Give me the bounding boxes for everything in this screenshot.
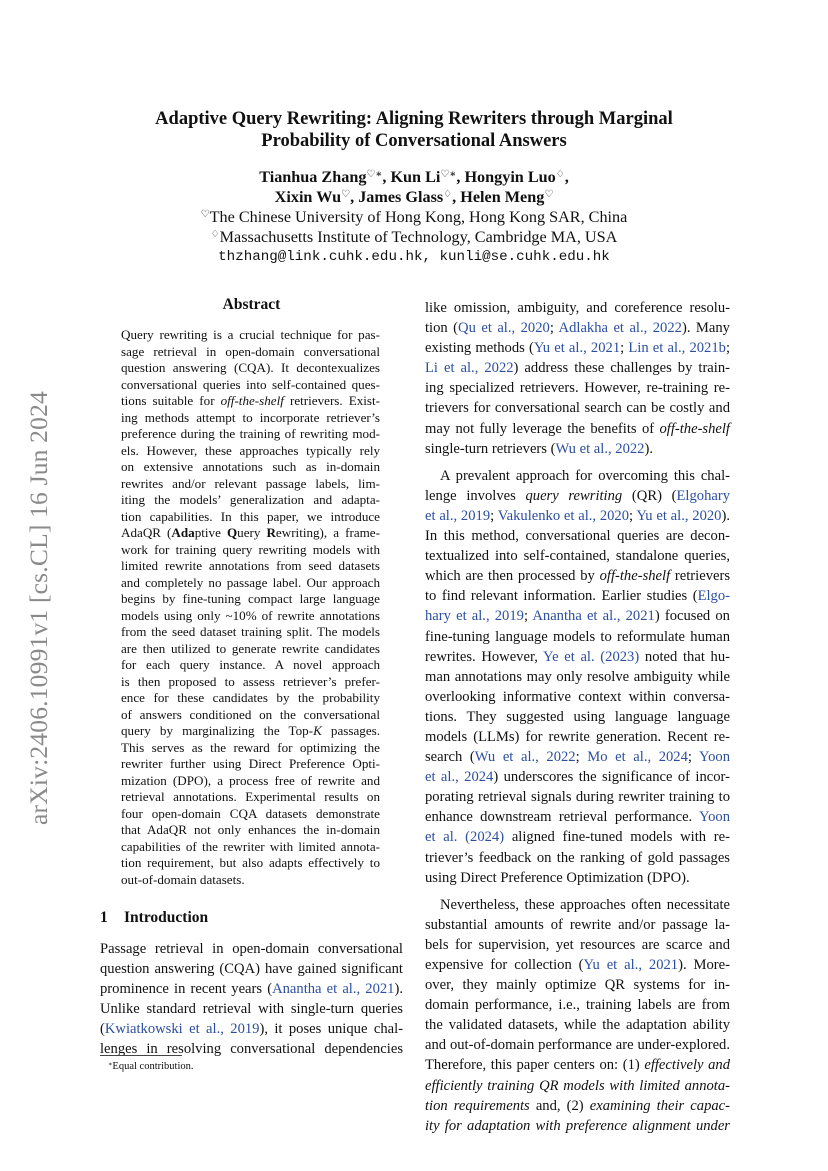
abstract-line: retrieval annotations. Experimental results on <box>121 789 380 804</box>
author-list: Tianhua Zhang♡∗, Kun Li♡∗, Hongyin Luo♢, Xixin Wu♡, James Glass♢, Helen Meng♡ <box>259 168 569 206</box>
citation-link[interactable]: Kwiatkowski et al., 2019 <box>104 1021 260 1038</box>
abstract-line: and completely no passage label. Our approach <box>121 574 380 590</box>
body-line: Passage retrieval in open-domain conversational <box>100 941 403 957</box>
abstract-line: question answering (CQA). It decontexualizes <box>121 360 380 375</box>
body-line: lenge involves query rewriting (QR) (Elgohary <box>425 487 730 504</box>
abstract-line: rewriter further using Direct Preference Opti- <box>121 756 380 771</box>
body-line: tion requirements and, (2) examining their capac- <box>425 1097 731 1114</box>
abstract-line: is then proposed to assess retriever’s prefer- <box>121 673 380 689</box>
abstract-line: of answers conditioned on the conversational <box>121 706 380 722</box>
author-name: Tianhua Zhang <box>259 168 367 186</box>
abstract-line: conversational queries into self-contained ques- <box>121 376 380 392</box>
body-line: bels for supervision, yet resources are scarce and <box>425 936 730 953</box>
body-line: man annotations may only resolve ambiguity while <box>425 668 730 685</box>
citation-link[interactable]: Yu et al., 2020 <box>636 507 722 524</box>
abstract-line: Query rewriting is a crucial technique for pas- <box>121 327 380 342</box>
body-line: enhance downstream retrieval performance. Yoon <box>425 809 730 826</box>
citation-link[interactable]: et al., 2024 <box>425 769 494 786</box>
abstract-line: preference during the training of rewriting mod- <box>121 426 380 441</box>
paragraph <box>425 895 730 1136</box>
emphasis: off-the-shelf <box>599 568 671 585</box>
body-line: In this method, conversational queries are decon- <box>425 528 730 545</box>
citation-link[interactable]: Adlakha et al., 2022 <box>558 320 682 337</box>
emphasis: efficiently training QR models with limited annota- <box>425 1077 730 1094</box>
affiliations <box>90 207 738 247</box>
body-line: Li et al., 2022) address these challenges by train- <box>425 360 730 377</box>
abstract-line: models using only ~10% of rewrite annotations <box>121 607 380 623</box>
citation-link[interactable]: Mo et al., 2024 <box>587 749 688 766</box>
affiliation-mark: ♢ <box>210 228 220 240</box>
author-mark: ♡∗ <box>366 168 383 180</box>
citation-link[interactable]: Vakulenko et al., 2020 <box>497 507 630 524</box>
abstract-body <box>121 327 380 888</box>
citation-link[interactable]: Wu et al., 2022 <box>555 440 645 457</box>
footnote-text: Equal contribution. <box>112 1061 194 1072</box>
citation-link[interactable]: Yu et al., 2021 <box>583 957 679 973</box>
body-line: tion (Qu et al., 2020; Adlakha et al., 2022). Many <box>425 320 730 337</box>
body-line: which are then processed by off-the-shelf retrievers <box>425 568 731 585</box>
body-line: using Direct Preference Optimization (DPO). <box>425 869 690 886</box>
body-line: Unlike standard retrieval with single-turn queries <box>100 1001 403 1018</box>
emphasis: effectively and <box>644 1057 730 1074</box>
abstract-line: els. However, these approaches typically rely <box>121 442 380 458</box>
body-line: over, they mainly optimize QR systems for in- <box>425 977 730 994</box>
citation-link[interactable]: Yoon <box>699 809 730 826</box>
abstract-line: ence for these candidates by the probability <box>121 690 380 705</box>
author-mark: ♢ <box>555 168 565 180</box>
emphasis: off-the-shelf <box>659 420 730 437</box>
author-name: Xixin Wu <box>274 188 342 206</box>
author-mark: ♡ <box>341 188 351 200</box>
body-line: A prevalent approach for overcoming this chal- <box>440 467 730 484</box>
emphasis: off-the-shelf <box>220 393 284 408</box>
abstract-heading: Abstract <box>222 296 281 313</box>
body-line: et al., 2019; Vakulenko et al., 2020; Yu et al., 2020). <box>425 507 730 524</box>
citation-link[interactable]: Anantha et al., 2021 <box>532 608 655 625</box>
affiliation-cuhk: The Chinese University of Hong Kong, Hong Kong SAR, China <box>209 208 628 226</box>
citation-link[interactable]: Elgohary <box>676 487 730 504</box>
body-line: domain performance, i.e., training labels are from <box>425 997 730 1014</box>
body-line: textualized into self-contained, standalone queries, <box>425 548 730 565</box>
footnote <box>108 1061 194 1072</box>
abstract-line: rewrites and/or relevant passage labels, lim- <box>121 475 380 491</box>
body-line: triever’s feedback on the ranking of gold passages <box>425 849 730 866</box>
body-line: models (LLMs) for rewrite generation. Recent re- <box>425 728 730 745</box>
citation-link[interactable]: Anantha et al., 2021 <box>272 981 395 998</box>
abstract-line: tion requirement, but also adapts effectively to <box>121 855 380 870</box>
author-mark: ♡∗ <box>440 168 457 180</box>
author-name: Kun Li <box>390 168 441 186</box>
citation-link[interactable]: Elgo- <box>697 588 730 605</box>
body-line: porating retrieval signals during rewriter training to <box>425 789 730 806</box>
section-title: Introduction <box>124 909 209 926</box>
section-heading-introduction <box>100 909 208 927</box>
author-name: James Glass <box>358 188 444 206</box>
body-line: search (Wu et al., 2022; Mo et al., 2024; Yoon <box>425 749 730 766</box>
citation-link[interactable]: Qu et al., 2020 <box>458 320 550 337</box>
abstract-line: This serves as the reward for optimizing the <box>121 739 380 755</box>
body-line: prominence in recent years (Anantha et al., 2021). <box>100 981 403 998</box>
body-line <box>425 1076 730 1096</box>
paragraph <box>425 298 730 459</box>
citation-link[interactable]: Wu et al., 2022 <box>474 749 576 766</box>
body-line: the validated datasets, while the adaptation ability <box>425 1017 730 1034</box>
abstract-line: iting the models’ generalization and adapta- <box>121 492 380 507</box>
citation-link[interactable]: Ye et al. (2023) <box>543 648 640 665</box>
abstract-line: from the seed dataset training split. The models <box>121 624 380 639</box>
body-line: substantial amounts of rewrite and/or passage la- <box>425 916 730 933</box>
footnote-rule <box>100 1055 182 1056</box>
abstract-line: that AdaQR not only enhances the in-domain <box>121 822 380 837</box>
body-line: question answering (CQA) have gained significant <box>100 961 403 978</box>
emphasis: ity for adaptation with preference alignment under <box>425 1117 730 1134</box>
abstract-line: tions suitable for off-the-shelf retrievers. Exist- <box>121 393 380 408</box>
body-line <box>425 1116 730 1136</box>
body-line: hary et al., 2019; Anantha et al., 2021) focused on <box>425 608 730 625</box>
title-line-1: Adaptive Query Rewriting: Aligning Rewriters through Marginal <box>155 109 673 129</box>
abstract-line: work for training query rewriting models with <box>121 541 380 557</box>
affiliation-mit: Massachusetts Institute of Technology, Cambridge MA, USA <box>219 228 618 246</box>
citation-link[interactable]: Yu et al., 2021 <box>533 340 621 357</box>
body-line: overlooking informative context within conversa- <box>425 688 730 705</box>
author-mark: ♢ <box>443 188 453 200</box>
affiliation-mark: ♡ <box>200 208 210 220</box>
abstract-line: four open-domain CQA datasets demonstrate <box>121 805 380 821</box>
title-line-2: Probability of Conversational Answers <box>261 131 567 151</box>
introduction-body <box>100 939 403 1060</box>
abstract-line: query by marginalizing the Top-K passages. <box>121 723 380 738</box>
citation-link[interactable]: Li et al., 2022 <box>425 360 514 377</box>
abstract-line: capabilities of the rewriter with limited annota- <box>121 838 380 854</box>
body-line: et al., 2024) underscores the significance of incor- <box>425 769 730 786</box>
abstract-line: mization (DPO), a process free of rewrite and <box>121 772 380 788</box>
author-name: Hongyin Luo <box>464 168 556 186</box>
abstract-line: tion capabilities. In this paper, we introduce <box>121 508 380 524</box>
emphasis: query rewriting <box>525 487 623 504</box>
paper-title <box>90 108 738 152</box>
body-line: rewrites. However, Ye et al. (2023) noted that hu- <box>425 648 730 665</box>
right-column <box>425 298 730 1143</box>
abstract-line: limited rewrite annotations from seed datasets <box>121 558 380 573</box>
citation-link[interactable]: Yoon <box>699 749 730 766</box>
body-line: expensive for collection (Yu et al., 2021). More- <box>425 957 730 973</box>
abstract-line: for each query instance. A novel approach <box>121 657 380 672</box>
body-line: may not fully leverage the benefits of off-the-shelf <box>425 420 730 437</box>
body-line: to find relevant information. Earlier studies (Elgo- <box>425 588 730 605</box>
abstract-line: sage retrieval in open-domain conversational <box>121 343 380 359</box>
abstract-line: begins by fine-tuning compact large language <box>121 591 380 606</box>
body-line: like omission, ambiguity, and coreference resolu- <box>425 300 730 316</box>
section-number: 1 <box>100 909 108 926</box>
body-line: tions. They suggested using language language <box>425 708 730 725</box>
footnote-mark: ∗ <box>108 1060 113 1068</box>
author-emails: thzhang@link.cuhk.edu.hk, kunli@se.cuhk.edu.hk <box>218 249 610 265</box>
body-line: lenges in resolving conversational dependencies <box>100 1041 403 1058</box>
author-name: Helen Meng <box>460 188 545 206</box>
body-line: Therefore, this paper centers on: (1) effectively and <box>425 1057 730 1074</box>
citation-link[interactable]: et al. (2024) <box>425 829 505 846</box>
arxiv-sidebar-stamp <box>22 368 56 848</box>
citation-link[interactable]: Lin et al., 2021b <box>628 340 726 357</box>
abstract-line: ing methods attempt to incorporate retriever’s <box>121 409 380 425</box>
abstract-line: out-of-domain datasets. <box>121 871 245 887</box>
body-line: fine-tuning language models to reformulate human <box>425 628 730 645</box>
body-line: Nevertheless, these approaches often necessitate <box>440 896 730 913</box>
body-line: existing methods (Yu et al., 2021; Lin et al., 2021b; <box>425 340 731 357</box>
paragraph <box>425 466 730 888</box>
abstract-line: on extensive annotations such as in-domain <box>121 459 380 474</box>
abstract-line: are then utilized to generate rewrite candidates <box>121 640 380 656</box>
arxiv-identifier: arXiv:2406.10991v1 [cs.CL] 16 Jun 2024 <box>24 391 53 825</box>
author-mark: ♡ <box>544 188 554 200</box>
body-line: (Kwiatkowski et al., 2019), it poses unique chal- <box>100 1021 404 1038</box>
citation-link[interactable]: hary et al., 2019 <box>425 608 524 625</box>
citation-link[interactable]: et al., 2019 <box>425 507 491 524</box>
abstract-line: AdaQR (Adaptive Query Rewriting), a frame- <box>121 525 380 540</box>
body-line: and out-of-domain performance are under-explored. <box>425 1037 730 1054</box>
body-line: ing specialized retrievers. However, re-training re- <box>425 380 730 397</box>
body-line: single-turn retrievers (Wu et al., 2022). <box>425 440 653 457</box>
body-line: trievers for conversational search can be costly and <box>425 400 730 417</box>
body-line: et al. (2024) aligned fine-tuned models with re- <box>425 829 730 846</box>
